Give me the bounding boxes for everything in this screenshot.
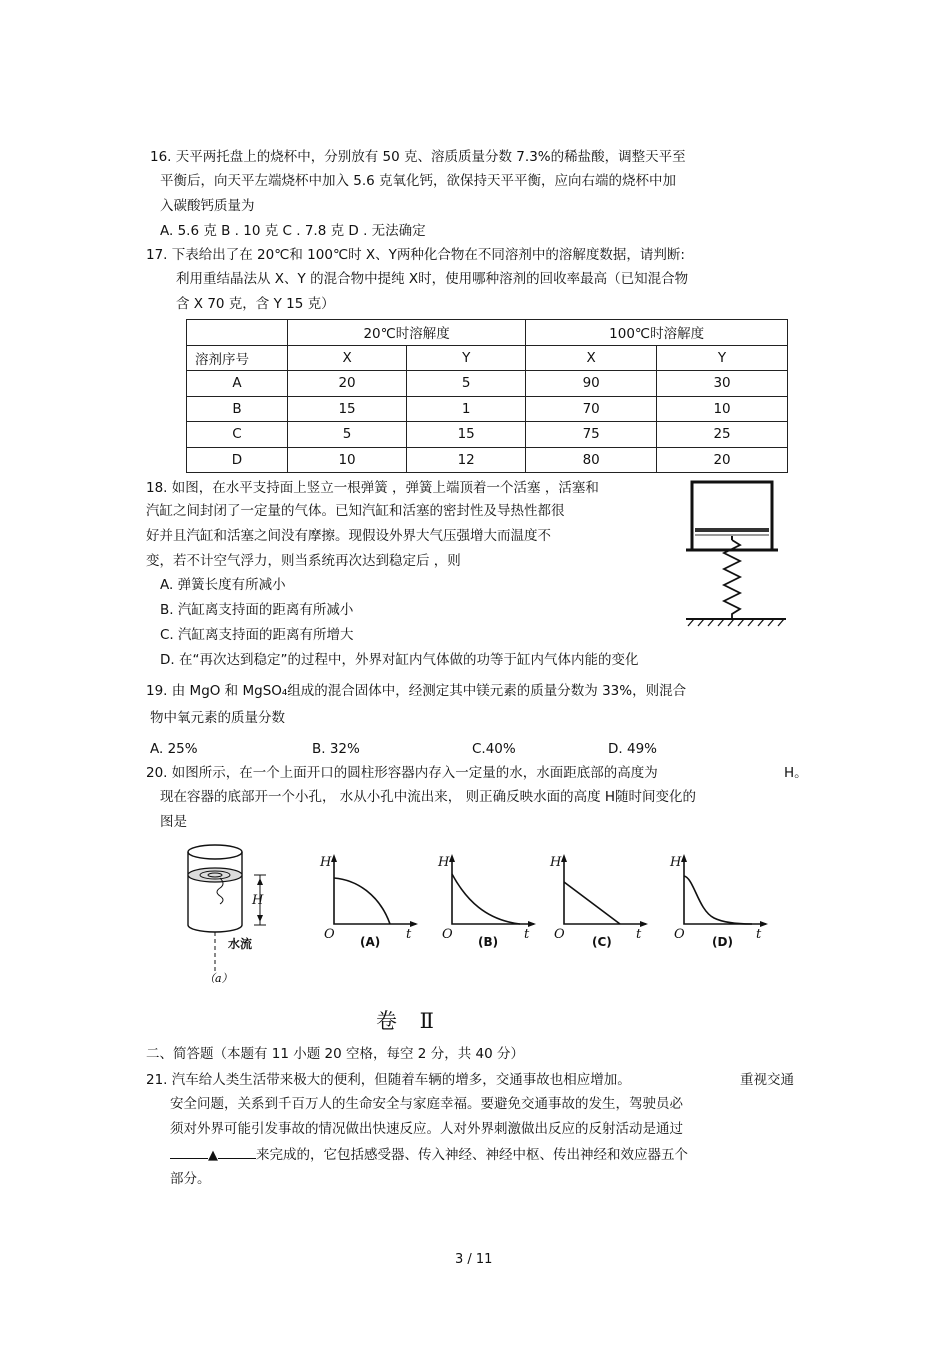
table-cell: 15 — [288, 396, 407, 422]
q19-option-a: A. 25% — [150, 741, 198, 757]
solvent-id: A — [187, 371, 288, 397]
table-row — [187, 447, 788, 473]
q21-line4-rest: 来完成的，它包括感受器、传入神经、神经中枢、传出神经和效应器五个 — [256, 1147, 688, 1163]
row-label: 溶剂序号 — [187, 345, 288, 371]
table-cell: 1 — [407, 396, 526, 422]
table-cell: 20 — [657, 447, 788, 473]
table-cell: 30 — [657, 371, 788, 397]
solvent-id: B — [187, 396, 288, 422]
graph-c — [548, 852, 648, 952]
piston-shadow — [695, 534, 769, 536]
q19-option-c: C.40% — [472, 741, 516, 757]
table-row — [187, 422, 788, 448]
table-cell: 25 — [657, 422, 788, 448]
q21-line5: 部分。 — [170, 1171, 211, 1187]
sub-header: Y — [657, 345, 788, 371]
caption-c: (C) — [592, 935, 612, 949]
section-heading: 二、简答题（本题有 11 小题 20 空格，每空 2 分，共 40 分） — [146, 1046, 524, 1062]
water-flow-label: 水流 — [228, 937, 253, 951]
table-cell: 5 — [407, 371, 526, 397]
curve-a — [334, 878, 390, 924]
q21-line1: 21. 汽车给人类生活带来极大的便利，但随着车辆的增多，交通事故也相应增加。 — [146, 1072, 631, 1088]
caption-a: (A) — [360, 935, 381, 949]
header-20c: 20℃时溶解度 — [288, 320, 526, 346]
answer-blank[interactable] — [170, 1145, 208, 1159]
svg-text:O: O — [324, 927, 335, 942]
piston — [695, 528, 769, 532]
table-cell: 20 — [288, 371, 407, 397]
q17-line3: 含 X 70 克，含 Y 15 克） — [176, 296, 335, 312]
solubility-table — [186, 319, 788, 473]
q20-line2: 现在容器的底部开一个小孔， 水从小孔中流出来， 则正确反映水面的高度 H随时间变化的 — [160, 789, 697, 805]
q18-line4: 变，若不计空气浮力，则当系统再次达到稳定后 ，则 — [146, 553, 461, 569]
piston-spring-figure — [680, 478, 790, 628]
q16-line2: 平衡后，向天平左端烧杯中加入 5.6 克氧化钙，欲保持天平平衡，应向右端的烧杯中加 — [160, 173, 677, 189]
q20-line1-end: H。 — [784, 765, 808, 781]
q18-line1: 18. 如图，在水平支持面上竖立一根弹簧 ，弹簧上端顶着一个活塞 ，活塞和 — [146, 480, 599, 496]
q17-line2: 利用重结晶法从 X、Y 的混合物中提纯 X时，使用哪种溶剂的回收率最高（已知混合物 — [176, 271, 689, 287]
q21-line2: 安全问题，关系到千百万人的生命安全与家庭幸福。要避免交通事故的发生，驾驶员必 — [170, 1096, 683, 1112]
table-corner — [187, 320, 288, 346]
table-cell: 12 — [407, 447, 526, 473]
svg-text:t: t — [636, 927, 642, 942]
curve-b — [452, 874, 520, 924]
page-number: 3 / 11 — [455, 1252, 493, 1267]
graph-d — [668, 852, 768, 952]
q16-options: A. 5.6 克 B . 10 克 C . 7.8 克 D . 无法确定 — [160, 223, 426, 239]
table-cell: 10 — [288, 447, 407, 473]
curve-c — [564, 882, 620, 924]
header-100c: 100℃时溶解度 — [526, 320, 788, 346]
svg-text:t: t — [756, 927, 762, 942]
q20-line3: 图是 — [160, 814, 187, 830]
table-cell: 70 — [526, 396, 657, 422]
q18-option-a: A. 弹簧长度有所减小 — [160, 577, 286, 593]
svg-text:H: H — [670, 855, 682, 870]
table-cell: 10 — [657, 396, 788, 422]
table-cell: 90 — [526, 371, 657, 397]
height-label: H — [252, 893, 264, 908]
svg-text:H: H — [320, 855, 332, 870]
sub-header: Y — [407, 345, 526, 371]
q21-line3: 须对外界可能引发事故的情况做出快速反应。人对外界刺激做出反应的反射活动是通过 — [170, 1121, 683, 1137]
blank-triangle-mark: ▲ — [208, 1148, 218, 1163]
q17-line1: 17. 下表给出了在 20℃和 100℃时 X、Y两种化合物在不同溶剂中的溶解度数据，请判断: — [146, 247, 685, 263]
q18-option-d: D. 在“再次达到稳定”的过程中，外界对缸内气体做的功等于缸内气体内能的变化 — [160, 652, 639, 668]
table-cell: 5 — [288, 422, 407, 448]
spring — [724, 540, 740, 618]
solvent-id: D — [187, 447, 288, 473]
svg-text:t: t — [406, 927, 412, 942]
svg-text:O: O — [674, 927, 685, 942]
table-cell: 75 — [526, 422, 657, 448]
svg-text:H: H — [550, 855, 562, 870]
q19-line2: 物中氧元素的质量分数 — [150, 710, 285, 726]
caption-d: (D) — [712, 935, 733, 949]
table-row — [187, 396, 788, 422]
q21-line1-end: 重视交通 — [740, 1072, 794, 1088]
q18-option-c: C. 汽缸离支持面的距离有所增大 — [160, 627, 354, 643]
ground-hatching — [688, 619, 784, 626]
caption-b: (B) — [478, 935, 499, 949]
graph-b — [436, 852, 536, 952]
sub-header: X — [288, 345, 407, 371]
answer-blank[interactable] — [218, 1145, 256, 1159]
graph-a — [318, 852, 418, 952]
solvent-id: C — [187, 422, 288, 448]
q19-option-b: B. 32% — [312, 741, 360, 757]
q21-line4 — [170, 1145, 688, 1165]
svg-text:H: H — [438, 855, 450, 870]
container-figure — [180, 840, 290, 990]
fig-a-label: （a） — [204, 972, 233, 985]
svg-text:O: O — [442, 927, 453, 942]
curve-d — [684, 876, 752, 924]
q16-line1: 16. 天平两托盘上的烧杯中，分别放有 50 克、溶质质量分数 7.3%的稀盐酸，调整天平至 — [150, 149, 686, 165]
sub-header: X — [526, 345, 657, 371]
q20-line1: 20. 如图所示，在一个上面开口的圆柱形容器内存入一定量的水，水面距底部的高度为 — [146, 765, 658, 781]
q18-line2: 汽缸之间封闭了一定量的气体。已知汽缸和活塞的密封性及导热性都很 — [146, 503, 565, 519]
svg-text:O: O — [554, 927, 565, 942]
section-title: 卷 Ⅱ — [376, 1009, 442, 1033]
table-cell: 15 — [407, 422, 526, 448]
svg-text:t: t — [524, 927, 530, 942]
q19-line1: 19. 由 MgO 和 MgSO₄组成的混合固体中，经测定其中镁元素的质量分数为 33%，则混合 — [146, 683, 687, 699]
q18-option-b: B. 汽缸离支持面的距离有所减小 — [160, 602, 354, 618]
q16-line3: 入碳酸钙质量为 — [160, 198, 255, 214]
table-row — [187, 371, 788, 397]
table-cell: 80 — [526, 447, 657, 473]
q19-option-d: D. 49% — [608, 741, 657, 757]
q18-line3: 好并且汽缸和活塞之间没有摩擦。现假设外界大气压强增大而温度不 — [146, 528, 551, 544]
